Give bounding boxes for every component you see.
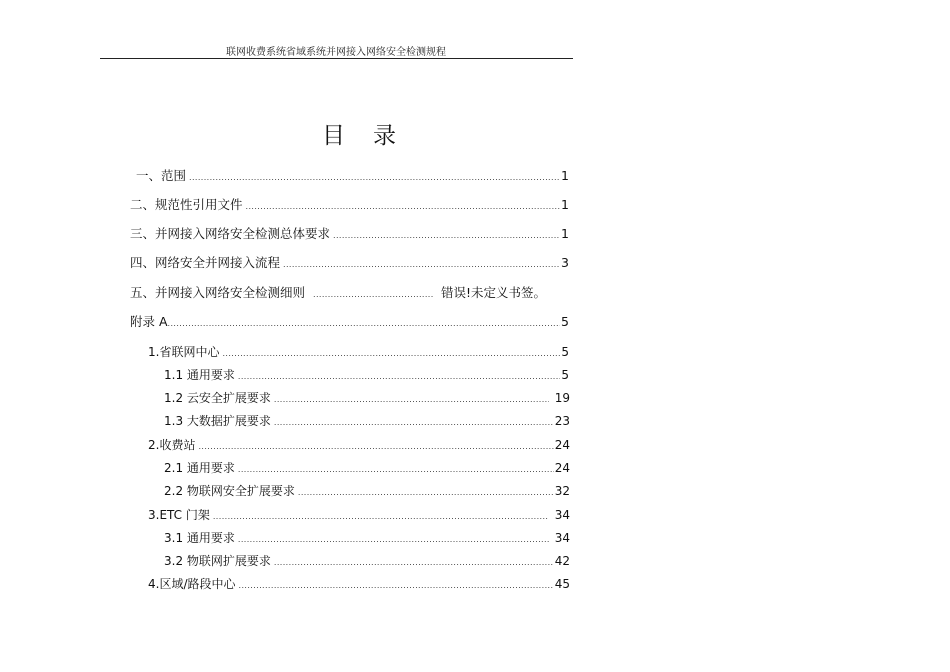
toc-dot-leader	[238, 532, 549, 548]
toc-entry-page: 1	[561, 168, 569, 183]
toc-entry-page: 32	[554, 484, 570, 498]
toc-entry-label: 1.1 通用要求	[164, 368, 235, 382]
toc-entry-page: 错误!未定义书签。	[441, 285, 547, 300]
toc-dot-leader	[313, 287, 433, 303]
toc-entry-label: 3.2 物联网扩展要求	[164, 554, 271, 568]
toc-entry-scope[interactable]	[136, 168, 569, 186]
toc-entry-1-1[interactable]	[164, 367, 569, 385]
toc-entry-page: 1	[561, 226, 569, 241]
toc-dot-leader	[239, 578, 554, 594]
toc-dot-leader	[222, 346, 560, 362]
toc-entry-1-2[interactable]	[164, 390, 570, 408]
toc-dot-leader	[198, 439, 553, 455]
toc-entry-etc-gantry[interactable]	[148, 507, 570, 525]
toc-dot-leader	[333, 228, 560, 244]
header-rule	[100, 58, 573, 59]
toc-entry-label: 一、范围	[136, 168, 187, 183]
toc-dot-leader	[298, 485, 554, 501]
toc-entry-label: 1.3 大数据扩展要求	[164, 414, 271, 428]
toc-entry-label: 1.省联网中心	[148, 345, 220, 359]
toc-dot-leader	[168, 316, 561, 332]
toc-entry-access-process[interactable]	[130, 255, 569, 273]
toc-entry-page: 24	[554, 461, 570, 475]
toc-entry-page: 34	[554, 508, 570, 522]
toc-dot-leader	[246, 199, 561, 215]
toc-entry-detailed-rules[interactable]	[130, 285, 558, 303]
toc-entry-2-1[interactable]	[164, 460, 570, 478]
toc-entry-page: 34	[554, 531, 570, 545]
toc-entry-label: 2.2 物联网安全扩展要求	[164, 484, 295, 498]
toc-entry-page: 42	[554, 554, 570, 568]
toc-entry-general-requirements[interactable]	[130, 226, 569, 244]
toc-entry-label: 四、网络安全并网接入流程	[130, 255, 281, 270]
toc-entry-label: 附录 A	[130, 314, 168, 329]
toc-entry-label: 2.收费站	[148, 438, 196, 452]
toc-entry-label: 三、并网接入网络安全检测总体要求	[130, 226, 331, 241]
toc-entry-toll-station[interactable]	[148, 437, 570, 455]
toc-entry-page: 1	[561, 197, 569, 212]
toc-heading: 目录	[322, 123, 424, 149]
toc-entry-page: 5	[561, 368, 569, 382]
toc-dot-leader	[274, 392, 549, 408]
toc-entry-label: 4.区域/路段中心	[148, 577, 236, 591]
toc-entry-page: 19	[554, 391, 570, 405]
toc-dot-leader	[238, 462, 554, 478]
toc-entry-provincial-center[interactable]	[148, 344, 569, 362]
toc-entry-label: 3.1 通用要求	[164, 531, 235, 545]
toc-entry-label: 1.2 云安全扩展要求	[164, 391, 271, 405]
toc-entry-appendix-a[interactable]	[130, 314, 569, 332]
toc-entry-page: 23	[554, 414, 570, 428]
toc-entry-1-3[interactable]	[164, 413, 570, 431]
toc-dot-leader	[283, 257, 560, 273]
toc-dot-leader	[274, 555, 554, 571]
toc-entry-normative-references[interactable]	[130, 197, 569, 215]
toc-entry-2-2[interactable]	[164, 483, 570, 501]
toc-entry-page: 3	[561, 255, 569, 270]
toc-dot-leader	[238, 369, 560, 385]
toc-entry-3-1[interactable]	[164, 530, 570, 548]
toc-entry-page: 45	[554, 577, 570, 591]
toc-entry-label: 五、并网接入网络安全检测细则	[130, 285, 306, 300]
toc-entry-page: 24	[554, 438, 570, 452]
toc-entry-page: 5	[561, 314, 569, 329]
toc-dot-leader	[274, 415, 554, 431]
toc-entry-page: 5	[561, 345, 569, 359]
toc-entry-regional-center[interactable]	[148, 576, 570, 594]
toc-entry-label: 2.1 通用要求	[164, 461, 235, 475]
toc-entry-label: 二、规范性引用文件	[130, 197, 243, 212]
toc-dot-leader	[213, 509, 549, 525]
toc-dot-leader	[189, 170, 560, 186]
running-header-title: 联网收费系统省域系统并网接入网络安全检测规程	[226, 47, 446, 58]
toc-entry-3-2[interactable]	[164, 553, 570, 571]
toc-entry-label: 3.ETC 门架	[148, 508, 210, 522]
